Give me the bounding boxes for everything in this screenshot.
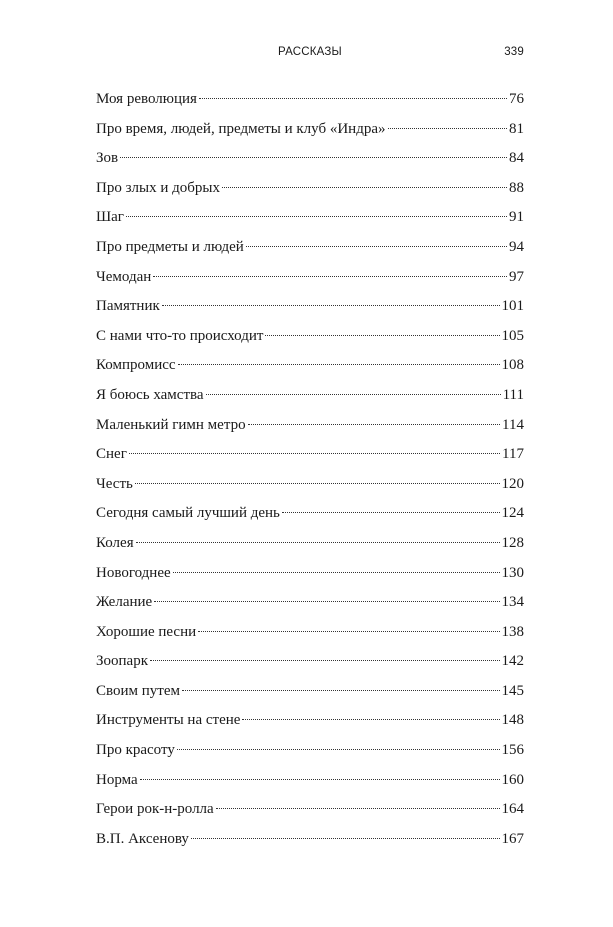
toc-entry <box>96 591 524 621</box>
toc-entry <box>96 443 524 473</box>
dot-leader <box>136 541 500 543</box>
table-of-contents <box>96 88 524 857</box>
dot-leader <box>206 393 501 395</box>
toc-entry-title: Зоопарк <box>96 653 148 670</box>
toc-entry-page-number: 120 <box>501 475 524 492</box>
toc-entry-page-number: 117 <box>502 446 524 463</box>
toc-entry-title: В.П. Аксенову <box>96 830 189 847</box>
toc-entry-page-number: 148 <box>501 712 524 729</box>
toc-entry-title: Своим путем <box>96 682 180 699</box>
toc-entry-page-number: 114 <box>502 416 524 433</box>
toc-entry-title: Герои рок-н-ролла <box>96 801 214 818</box>
toc-entry-page-number: 167 <box>501 830 524 847</box>
dot-leader <box>191 837 500 839</box>
dot-leader <box>135 482 500 484</box>
dot-leader <box>162 304 500 306</box>
dot-leader <box>216 807 500 809</box>
toc-entry-title: Сегодня самый лучший день <box>96 505 280 522</box>
toc-entry-page-number: 108 <box>501 357 524 374</box>
toc-entry-page-number: 84 <box>509 150 524 167</box>
dot-leader <box>150 659 500 661</box>
toc-entry-page-number: 156 <box>501 742 524 759</box>
toc-entry-title: Колея <box>96 534 134 551</box>
running-head <box>96 46 524 66</box>
toc-entry-page-number: 91 <box>509 209 524 226</box>
toc-entry <box>96 828 524 858</box>
toc-entry-title: Компромисс <box>96 357 176 374</box>
toc-entry-title: Желание <box>96 594 153 611</box>
toc-entry-title: Снег <box>96 446 127 463</box>
toc-entry-title: Про предметы и людей <box>96 238 244 255</box>
toc-entry <box>96 502 524 532</box>
running-head-section: РАССКАЗЫ <box>278 46 342 58</box>
toc-entry <box>96 384 524 414</box>
dot-leader <box>282 511 500 513</box>
toc-entry <box>96 621 524 651</box>
toc-entry-title: Про злых и добрых <box>96 179 220 196</box>
toc-entry-title: Новогоднее <box>96 564 171 581</box>
toc-entry <box>96 88 524 118</box>
toc-entry-page-number: 134 <box>501 594 524 611</box>
toc-entry-title: Моя революция <box>96 91 197 107</box>
dot-leader <box>153 275 507 277</box>
toc-entry-title: Шаг <box>96 209 124 226</box>
dot-leader <box>120 156 507 158</box>
toc-entry <box>96 739 524 769</box>
dot-leader <box>177 748 500 750</box>
toc-entry-title: Чемодан <box>96 268 152 285</box>
toc-entry-page-number: 128 <box>501 534 524 551</box>
toc-entry-page-number: 145 <box>501 682 524 699</box>
toc-entry <box>96 532 524 562</box>
toc-entry-title: Про красоту <box>96 742 175 759</box>
toc-entry <box>96 354 524 384</box>
dot-leader <box>129 452 500 454</box>
dot-leader <box>265 334 499 336</box>
toc-entry <box>96 709 524 739</box>
toc-entry-page-number: 142 <box>501 653 524 670</box>
dot-leader <box>178 363 500 365</box>
dot-leader <box>126 215 507 217</box>
toc-entry-page-number: 138 <box>501 623 524 640</box>
toc-entry-title: Инструменты на стене <box>96 712 241 729</box>
toc-entry-page-number: 88 <box>509 179 524 196</box>
dot-leader <box>199 97 507 99</box>
toc-entry <box>96 680 524 710</box>
toc-entry-title: Зов <box>96 150 119 167</box>
toc-entry-title: Про время, людей, предметы и клуб «Индра» <box>96 120 386 137</box>
toc-entry-title: С нами что-то происходит <box>96 327 264 344</box>
dot-leader <box>246 245 507 247</box>
toc-entry <box>96 295 524 325</box>
toc-entry-page-number: 76 <box>509 91 524 107</box>
toc-entry-page-number: 160 <box>501 771 524 788</box>
toc-entry-title: Норма <box>96 771 138 788</box>
toc-entry-page-number: 164 <box>501 801 524 818</box>
toc-entry-page-number: 124 <box>501 505 524 522</box>
toc-entry <box>96 147 524 177</box>
dot-leader <box>242 718 499 720</box>
toc-entry <box>96 177 524 207</box>
toc-entry <box>96 118 524 148</box>
toc-entry-page-number: 97 <box>509 268 524 285</box>
toc-entry-page-number: 81 <box>509 120 524 137</box>
toc-entry <box>96 325 524 355</box>
dot-leader <box>173 571 500 573</box>
toc-entry <box>96 562 524 592</box>
toc-entry-title: Хорошие песни <box>96 623 197 640</box>
running-head-page-number: 339 <box>504 46 524 58</box>
toc-entry-title: Я боюсь хамства <box>96 386 204 403</box>
dot-leader <box>140 778 500 780</box>
toc-entry-page-number: 105 <box>501 327 524 344</box>
toc-entry-page-number: 111 <box>502 386 524 403</box>
toc-entry-page-number: 130 <box>501 564 524 581</box>
toc-entry <box>96 206 524 236</box>
dot-leader <box>154 600 499 602</box>
toc-entry <box>96 769 524 799</box>
toc-entry <box>96 414 524 444</box>
dot-leader <box>222 186 507 188</box>
toc-entry <box>96 266 524 296</box>
dot-leader <box>248 423 500 425</box>
toc-entry-title: Честь <box>96 475 133 492</box>
toc-entry <box>96 650 524 680</box>
toc-entry-title: Памятник <box>96 298 160 315</box>
dot-leader <box>198 630 499 632</box>
toc-entry <box>96 798 524 828</box>
toc-entry <box>96 473 524 503</box>
toc-entry-page-number: 94 <box>509 238 524 255</box>
toc-entry-page-number: 101 <box>501 298 524 315</box>
toc-entry-title: Маленький гимн метро <box>96 416 246 433</box>
dot-leader <box>388 127 508 129</box>
toc-entry <box>96 236 524 266</box>
dot-leader <box>182 689 500 691</box>
